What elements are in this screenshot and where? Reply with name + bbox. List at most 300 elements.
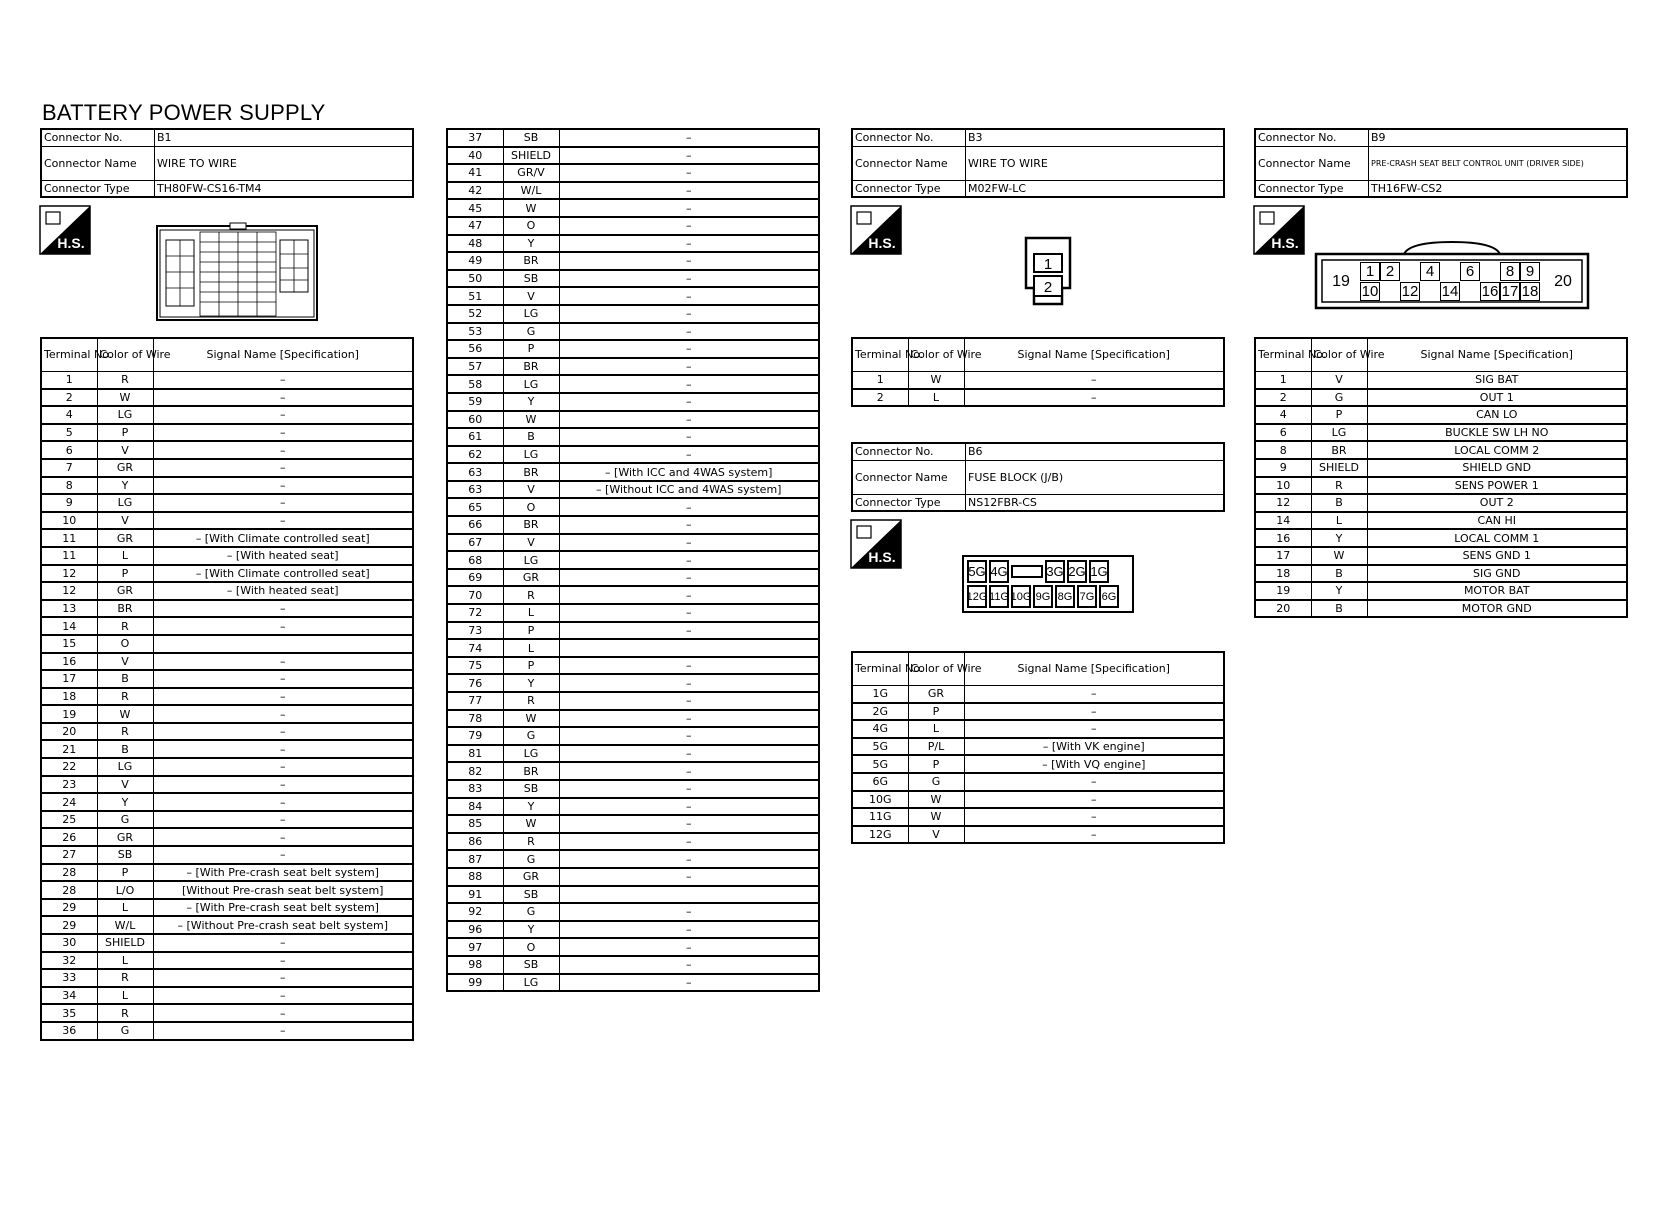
- table-row: [447, 586, 819, 604]
- signal-name: –: [559, 270, 819, 288]
- terminal-no: 58: [447, 375, 503, 393]
- table-row: [447, 375, 819, 393]
- table-row: [1255, 547, 1627, 565]
- table-row: [41, 617, 413, 635]
- b9-pin-left: 19: [1332, 273, 1350, 290]
- terminal-no: 72: [447, 604, 503, 622]
- terminal-no: 8: [1255, 441, 1311, 459]
- connector-type-label: Connector Type: [852, 494, 966, 511]
- table-row: [41, 459, 413, 477]
- connector-name-value: FUSE BLOCK (J/B): [966, 460, 1225, 494]
- terminal-no: 63: [447, 463, 503, 481]
- signal-name: –: [559, 498, 819, 516]
- terminal-no: 18: [1255, 565, 1311, 583]
- table-row: [1255, 424, 1627, 442]
- signal-name: SENS GND 1: [1367, 547, 1627, 565]
- table-row: [41, 406, 413, 424]
- terminal-no: 1: [852, 372, 908, 389]
- connector-pin: 7G: [1077, 585, 1097, 608]
- wire-color: L: [503, 639, 559, 657]
- wire-color: BR: [97, 600, 153, 618]
- terminal-no: 78: [447, 710, 503, 728]
- wire-color: P: [503, 622, 559, 640]
- signal-name: –: [559, 657, 819, 675]
- harness-side-icon: [40, 206, 90, 254]
- terminal-no: 24: [41, 793, 97, 811]
- table-row: [41, 512, 413, 530]
- terminal-no: 26: [41, 828, 97, 846]
- table-row: [447, 358, 819, 376]
- empty-cavity: [1400, 262, 1420, 281]
- table-row: [447, 393, 819, 411]
- table-row: [852, 826, 1224, 844]
- connector-pin: 10: [1361, 283, 1379, 300]
- table-row: [41, 635, 413, 653]
- signal-name: –: [559, 375, 819, 393]
- signal-name: SHIELD GND: [1367, 459, 1627, 477]
- wire-color: SB: [503, 886, 559, 904]
- terminal-no: 77: [447, 692, 503, 710]
- signal-name: –: [964, 372, 1224, 389]
- signal-name: –: [559, 974, 819, 992]
- connector-type-label: Connector Type: [41, 180, 155, 197]
- wire-color: G: [503, 727, 559, 745]
- signal-name: –: [964, 826, 1224, 844]
- wire-color: W: [503, 710, 559, 728]
- terminal-no: 5G: [852, 755, 908, 773]
- signal-name: – [With Climate controlled seat]: [153, 529, 413, 547]
- table-row: [41, 441, 413, 459]
- table-row: [447, 252, 819, 270]
- table-row: [447, 868, 819, 886]
- connector-pin: 8G: [1055, 585, 1075, 608]
- signal-name: –: [559, 938, 819, 956]
- wire-color: G: [503, 850, 559, 868]
- terminal-no: 79: [447, 727, 503, 745]
- table-row: [852, 686, 1224, 703]
- terminal-no: 59: [447, 393, 503, 411]
- terminal-no: 28: [41, 864, 97, 882]
- terminal-no: 56: [447, 340, 503, 358]
- connector-name-label: Connector Name: [41, 146, 155, 180]
- table-row: [447, 938, 819, 956]
- table-row: [447, 815, 819, 833]
- terminal-no: 4: [1255, 406, 1311, 424]
- terminal-no: 9: [41, 494, 97, 512]
- signal-name: –: [559, 762, 819, 780]
- wire-color: BR: [503, 762, 559, 780]
- wire-color: V: [97, 512, 153, 530]
- signal-name: –: [559, 534, 819, 552]
- signal-name: OUT 1: [1367, 389, 1627, 407]
- wire-color: LG: [503, 551, 559, 569]
- terminal-no: 17: [1255, 547, 1311, 565]
- table-row: [447, 323, 819, 341]
- table-row: [1255, 582, 1627, 600]
- terminal-table-b1: [40, 337, 414, 1041]
- table-row: [41, 934, 413, 952]
- hdr-terminal: Terminal No.: [1255, 338, 1311, 372]
- signal-name: –: [559, 551, 819, 569]
- table-row: [447, 974, 819, 992]
- terminal-no: 12: [1255, 494, 1311, 512]
- wire-color: B: [97, 670, 153, 688]
- wire-color: Y: [503, 235, 559, 253]
- terminal-no: 2: [852, 389, 908, 407]
- table-row: [447, 446, 819, 464]
- connector-no-label: Connector No.: [41, 129, 155, 146]
- signal-name: –: [559, 217, 819, 235]
- terminal-no: 29: [41, 899, 97, 917]
- terminal-no: 48: [447, 235, 503, 253]
- signal-name: –: [153, 600, 413, 618]
- terminal-no: 32: [41, 952, 97, 970]
- signal-name: – [Without ICC and 4WAS system]: [559, 481, 819, 499]
- signal-name: –: [559, 182, 819, 200]
- empty-cavity: [1480, 262, 1500, 281]
- table-row: [852, 755, 1224, 773]
- wire-color: O: [503, 217, 559, 235]
- connector-type-label: Connector Type: [852, 180, 966, 197]
- connector-pin: 11G: [989, 585, 1009, 608]
- wire-color: GR: [503, 868, 559, 886]
- wire-color: R: [503, 586, 559, 604]
- signal-name: –: [153, 793, 413, 811]
- signal-name: – [With heated seat]: [153, 547, 413, 565]
- terminal-no: 99: [447, 974, 503, 992]
- wire-color: L: [97, 987, 153, 1005]
- signal-name: –: [559, 305, 819, 323]
- signal-name: –: [153, 934, 413, 952]
- connector-type-value: TH80FW-CS16-TM4: [155, 180, 414, 197]
- signal-name: SIG GND: [1367, 565, 1627, 583]
- signal-name: CAN LO: [1367, 406, 1627, 424]
- harness-side-icon: [1254, 206, 1304, 254]
- table-row: [41, 969, 413, 987]
- signal-name: –: [559, 710, 819, 728]
- signal-name: –: [559, 252, 819, 270]
- table-row: [41, 494, 413, 512]
- terminal-no: 4G: [852, 720, 908, 738]
- signal-name: –: [559, 340, 819, 358]
- wire-color: V: [97, 653, 153, 671]
- wire-color: W: [503, 815, 559, 833]
- table-row: [447, 182, 819, 200]
- signal-name: [559, 886, 819, 904]
- wire-color: P: [908, 755, 964, 773]
- table-row: [1255, 494, 1627, 512]
- table-row: [447, 745, 819, 763]
- terminal-no: 35: [41, 1004, 97, 1022]
- wire-color: G: [1311, 389, 1367, 407]
- signal-name: – [With ICC and 4WAS system]: [559, 463, 819, 481]
- wire-color: R: [97, 372, 153, 389]
- terminal-no: 18: [41, 688, 97, 706]
- terminal-no: 70: [447, 586, 503, 604]
- terminal-table-b9: [1254, 337, 1628, 618]
- terminal-no: 63: [447, 481, 503, 499]
- terminal-no: 20: [1255, 600, 1311, 618]
- terminal-no: 15: [41, 635, 97, 653]
- connector-b9: [1254, 128, 1628, 198]
- terminal-no: 12G: [852, 826, 908, 844]
- signal-name: –: [153, 653, 413, 671]
- terminal-no: 10: [41, 512, 97, 530]
- terminal-no: 67: [447, 534, 503, 552]
- wire-color: GR: [97, 529, 153, 547]
- wire-color: L: [908, 720, 964, 738]
- hs-label: H.S.: [57, 235, 85, 251]
- table-row: [852, 773, 1224, 791]
- wire-color: B: [97, 740, 153, 758]
- page-title: BATTERY POWER SUPPLY: [42, 100, 326, 125]
- wire-color: LG: [503, 745, 559, 763]
- terminal-no: 1G: [852, 686, 908, 703]
- wire-color: R: [97, 969, 153, 987]
- table-row: [852, 808, 1224, 826]
- wire-color: W: [908, 808, 964, 826]
- connector-pin: 6G: [1099, 585, 1119, 608]
- connector-pin: 1: [1360, 262, 1380, 281]
- wire-color: G: [908, 773, 964, 791]
- signal-name: –: [153, 723, 413, 741]
- terminal-no: 98: [447, 956, 503, 974]
- terminal-no: 25: [41, 811, 97, 829]
- wire-color: L: [1311, 512, 1367, 530]
- table-row: [41, 1004, 413, 1022]
- terminal-no: 11: [41, 547, 97, 565]
- terminal-no: 69: [447, 569, 503, 587]
- signal-name: –: [559, 850, 819, 868]
- wire-color: W: [503, 411, 559, 429]
- wire-color: BR: [503, 252, 559, 270]
- connector-info-b1: [40, 128, 414, 198]
- table-row: [41, 565, 413, 583]
- wire-color: LG: [97, 406, 153, 424]
- connector-pin: 17: [1501, 283, 1519, 300]
- signal-name: –: [153, 987, 413, 1005]
- table-row: [447, 710, 819, 728]
- connector-pin: 1G: [1089, 560, 1109, 583]
- table-row: [41, 424, 413, 442]
- terminal-no: 27: [41, 846, 97, 864]
- b9-pin-right: 20: [1554, 273, 1572, 290]
- connector-face-b3: [1024, 236, 1072, 306]
- signal-name: – [With VK engine]: [964, 738, 1224, 756]
- table-row: [41, 740, 413, 758]
- hdr-terminal: Terminal No.: [41, 338, 97, 372]
- signal-name: –: [153, 688, 413, 706]
- terminal-no: 68: [447, 551, 503, 569]
- connector-pin: 5G: [967, 560, 987, 583]
- signal-name: OUT 2: [1367, 494, 1627, 512]
- connector-pin: 10G: [1011, 585, 1031, 608]
- terminal-no: 97: [447, 938, 503, 956]
- terminal-no: 6: [41, 441, 97, 459]
- terminal-no: 12: [41, 565, 97, 583]
- table-row: [447, 411, 819, 429]
- signal-name: SENS POWER 1: [1367, 477, 1627, 495]
- terminal-table-b1-continued: [446, 128, 820, 992]
- wire-color: Y: [97, 793, 153, 811]
- b3-pin-2: 2: [1043, 279, 1053, 296]
- terminal-no: 75: [447, 657, 503, 675]
- signal-name: [559, 639, 819, 657]
- wire-color: GR/V: [503, 164, 559, 182]
- wire-color: O: [503, 498, 559, 516]
- signal-name: –: [559, 903, 819, 921]
- signal-name: –: [153, 740, 413, 758]
- connector-no-value: B9: [1369, 129, 1628, 146]
- connector-pin: 6: [1460, 262, 1480, 281]
- terminal-no: 85: [447, 815, 503, 833]
- empty-cavity: [1440, 262, 1460, 281]
- table-row: [852, 720, 1224, 738]
- table-row: [41, 600, 413, 618]
- signal-name: –: [153, 1004, 413, 1022]
- connector-face-b1: [156, 222, 318, 322]
- wire-color: Y: [503, 798, 559, 816]
- wire-color: V: [908, 826, 964, 844]
- terminal-no: 36: [41, 1022, 97, 1040]
- signal-name: –: [153, 776, 413, 794]
- wire-color: LG: [503, 305, 559, 323]
- table-row: [447, 622, 819, 640]
- wire-color: BR: [1311, 441, 1367, 459]
- signal-name: –: [153, 828, 413, 846]
- connector-name-label: Connector Name: [1255, 146, 1369, 180]
- wire-color: L: [97, 899, 153, 917]
- terminal-no: 22: [41, 758, 97, 776]
- table-row: [41, 811, 413, 829]
- table-row: [447, 657, 819, 675]
- connector-info-b9: [1254, 128, 1628, 198]
- terminal-no: 19: [1255, 582, 1311, 600]
- signal-name: –: [559, 868, 819, 886]
- wire-color: Y: [503, 393, 559, 411]
- signal-name: –: [153, 406, 413, 424]
- connector-b3: [851, 128, 1225, 198]
- signal-name: –: [559, 586, 819, 604]
- signal-name: – [Without Pre-crash seat belt system]: [153, 916, 413, 934]
- terminal-no: 60: [447, 411, 503, 429]
- wire-color: W: [503, 199, 559, 217]
- terminal-no: 17: [41, 670, 97, 688]
- wire-color: V: [97, 441, 153, 459]
- signal-name: – [With VQ engine]: [964, 755, 1224, 773]
- wire-color: R: [503, 692, 559, 710]
- terminal-no: 81: [447, 745, 503, 763]
- table-row: [1255, 477, 1627, 495]
- table-row: [447, 833, 819, 851]
- wire-color: SHIELD: [97, 934, 153, 952]
- wire-color: P: [908, 703, 964, 721]
- terminal-no: 87: [447, 850, 503, 868]
- signal-name: BUCKLE SW LH NO: [1367, 424, 1627, 442]
- table-row: [447, 692, 819, 710]
- table-row: [447, 727, 819, 745]
- terminal-no: 23: [41, 776, 97, 794]
- table-row: [852, 389, 1224, 407]
- connector-pin: 4G: [989, 560, 1009, 583]
- hdr-color: Color of Wire: [908, 338, 964, 372]
- wire-color: P: [503, 657, 559, 675]
- signal-name: –: [559, 358, 819, 376]
- terminal-no: 37: [447, 129, 503, 147]
- table-row: [447, 674, 819, 692]
- terminal-no: 96: [447, 921, 503, 939]
- signal-name: –: [153, 372, 413, 389]
- wire-color: GR: [97, 459, 153, 477]
- table-row: [41, 1022, 413, 1040]
- connector-no-label: Connector No.: [852, 443, 966, 460]
- terminal-no: 6: [1255, 424, 1311, 442]
- terminal-no: 92: [447, 903, 503, 921]
- table-row: [41, 916, 413, 934]
- table-row: [1255, 441, 1627, 459]
- signal-name: –: [559, 287, 819, 305]
- table-row: [447, 287, 819, 305]
- connector-b6: [851, 442, 1225, 512]
- terminal-no: 2: [1255, 389, 1311, 407]
- wire-color: G: [97, 1022, 153, 1040]
- terminal-no: 61: [447, 428, 503, 446]
- table-row: [41, 899, 413, 917]
- wire-color: P: [97, 864, 153, 882]
- wire-color: R: [97, 1004, 153, 1022]
- signal-name: – [With Pre-crash seat belt system]: [153, 899, 413, 917]
- wire-color: L: [503, 604, 559, 622]
- wire-color: W: [97, 705, 153, 723]
- table-row: [41, 793, 413, 811]
- wire-color: LG: [503, 974, 559, 992]
- wire-color: LG: [1311, 424, 1367, 442]
- signal-name: –: [559, 516, 819, 534]
- wire-color: R: [97, 617, 153, 635]
- hdr-terminal: Terminal No.: [852, 338, 908, 372]
- terminal-no: 51: [447, 287, 503, 305]
- signal-name: –: [559, 815, 819, 833]
- table-row: [41, 758, 413, 776]
- table-row: [41, 529, 413, 547]
- connector-pin: 4: [1420, 262, 1440, 281]
- table-row: [447, 886, 819, 904]
- wire-color: BR: [503, 516, 559, 534]
- terminal-no: 62: [447, 446, 503, 464]
- wire-color: LG: [503, 375, 559, 393]
- wire-color: P: [97, 424, 153, 442]
- signal-name: –: [153, 424, 413, 442]
- wire-color: BR: [503, 358, 559, 376]
- wire-color: SB: [503, 270, 559, 288]
- signal-name: –: [153, 969, 413, 987]
- table-row: [1255, 389, 1627, 407]
- terminal-table-b6: [851, 651, 1225, 844]
- signal-name: –: [964, 720, 1224, 738]
- signal-name: –: [559, 323, 819, 341]
- signal-name: –: [153, 811, 413, 829]
- table-row: [447, 270, 819, 288]
- terminal-no: 4: [41, 406, 97, 424]
- table-row: [447, 340, 819, 358]
- wire-color: L: [97, 547, 153, 565]
- terminal-no: 19: [41, 705, 97, 723]
- signal-name: –: [153, 494, 413, 512]
- signal-name: –: [964, 791, 1224, 809]
- signal-name: –: [559, 129, 819, 147]
- table-row: [447, 164, 819, 182]
- signal-name: –: [153, 441, 413, 459]
